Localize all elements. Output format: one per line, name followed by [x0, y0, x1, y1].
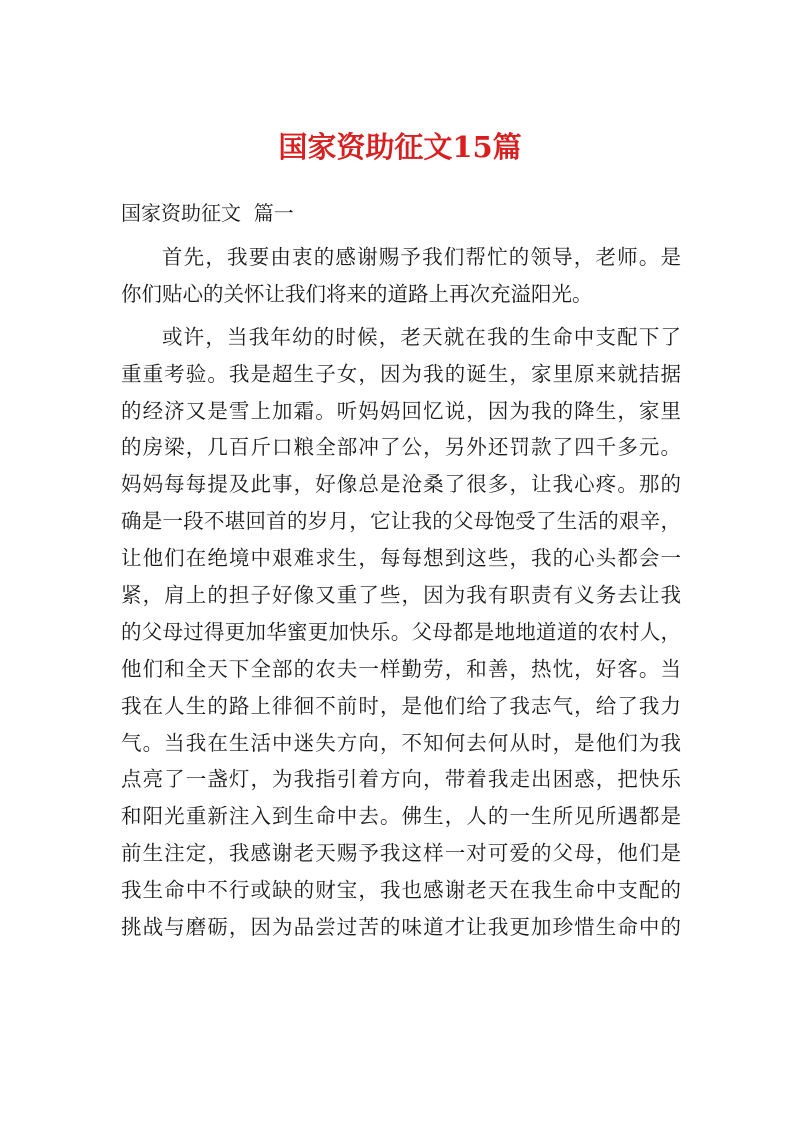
document-title: 国家资助征文15篇 — [278, 130, 522, 164]
paragraph-2-line-4: 的房梁，几百斤口粮全部冲了公，另外还罚款了四千多元。 — [121, 435, 681, 460]
paragraph-1-line-1: 首先，我要由衷的感谢赐予我们帮忙的领导，老师。是 — [162, 245, 681, 269]
paragraph-2-line-9: 的父母过得更加华蜜更加快乐。父母都是地地道道的农村人， — [121, 619, 681, 644]
paragraph-2-line-10: 他们和全天下全部的农夫一样勤劳，和善，热忱，好客。当 — [121, 656, 681, 681]
paragraph-2-line-17: 挑战与磨砺，因为品尝过苦的味道才让我更加珍惜生命中的 — [121, 915, 681, 940]
paragraph-2-line-16: 我生命中不行或缺的财宝，我也感谢老天在我生命中支配的 — [121, 878, 681, 903]
paragraph-2-line-13: 点亮了一盏灯，为我指引着方向，带着我走出困惑，把快乐 — [121, 767, 681, 792]
paragraph-2-line-1: 或许，当我年幼的时候，老天就在我的生命中支配下了 — [162, 324, 681, 349]
section-heading: 国家资助征文 篇一 — [121, 201, 294, 225]
paragraph-2-line-5: 妈妈每每提及此事，好像总是沧桑了很多，让我心疼。那的 — [121, 472, 681, 497]
paragraph-2-line-8: 紧，肩上的担子好像又重了些，因为我有职责有义务去让我 — [121, 583, 681, 608]
paragraph-2-line-2: 重重考验。我是超生子女，因为我的诞生，家里原来就拮据 — [121, 361, 681, 386]
paragraph-1-line-2: 你们贴心的关怀让我们将来的道路上再次充溢阳光。 — [121, 281, 593, 306]
paragraph-2-line-15: 前生注定，我感谢老天赐予我这样一对可爱的父母，他们是 — [121, 841, 681, 866]
paragraph-2-line-6: 确是一段不堪回首的岁月，它让我的父母饱受了生活的艰辛， — [121, 509, 681, 534]
paragraph-2-line-11: 我在人生的路上徘徊不前时，是他们给了我志气，给了我力 — [121, 693, 681, 718]
paragraph-2-line-7: 让他们在绝境中艰难求生，每每想到这些，我的心头都会一 — [121, 546, 681, 571]
paragraph-2-line-12: 气。当我在生活中迷失方向，不知何去何从时，是他们为我 — [121, 730, 681, 755]
document-body — [121, 239, 681, 946]
paragraph-2-line-3: 的经济又是雪上加霜。听妈妈回忆说，因为我的降生，家里 — [121, 398, 681, 423]
paragraph-2-line-14: 和阳光重新注入到生命中去。佛生，人的一生所见所遇都是 — [121, 804, 681, 829]
